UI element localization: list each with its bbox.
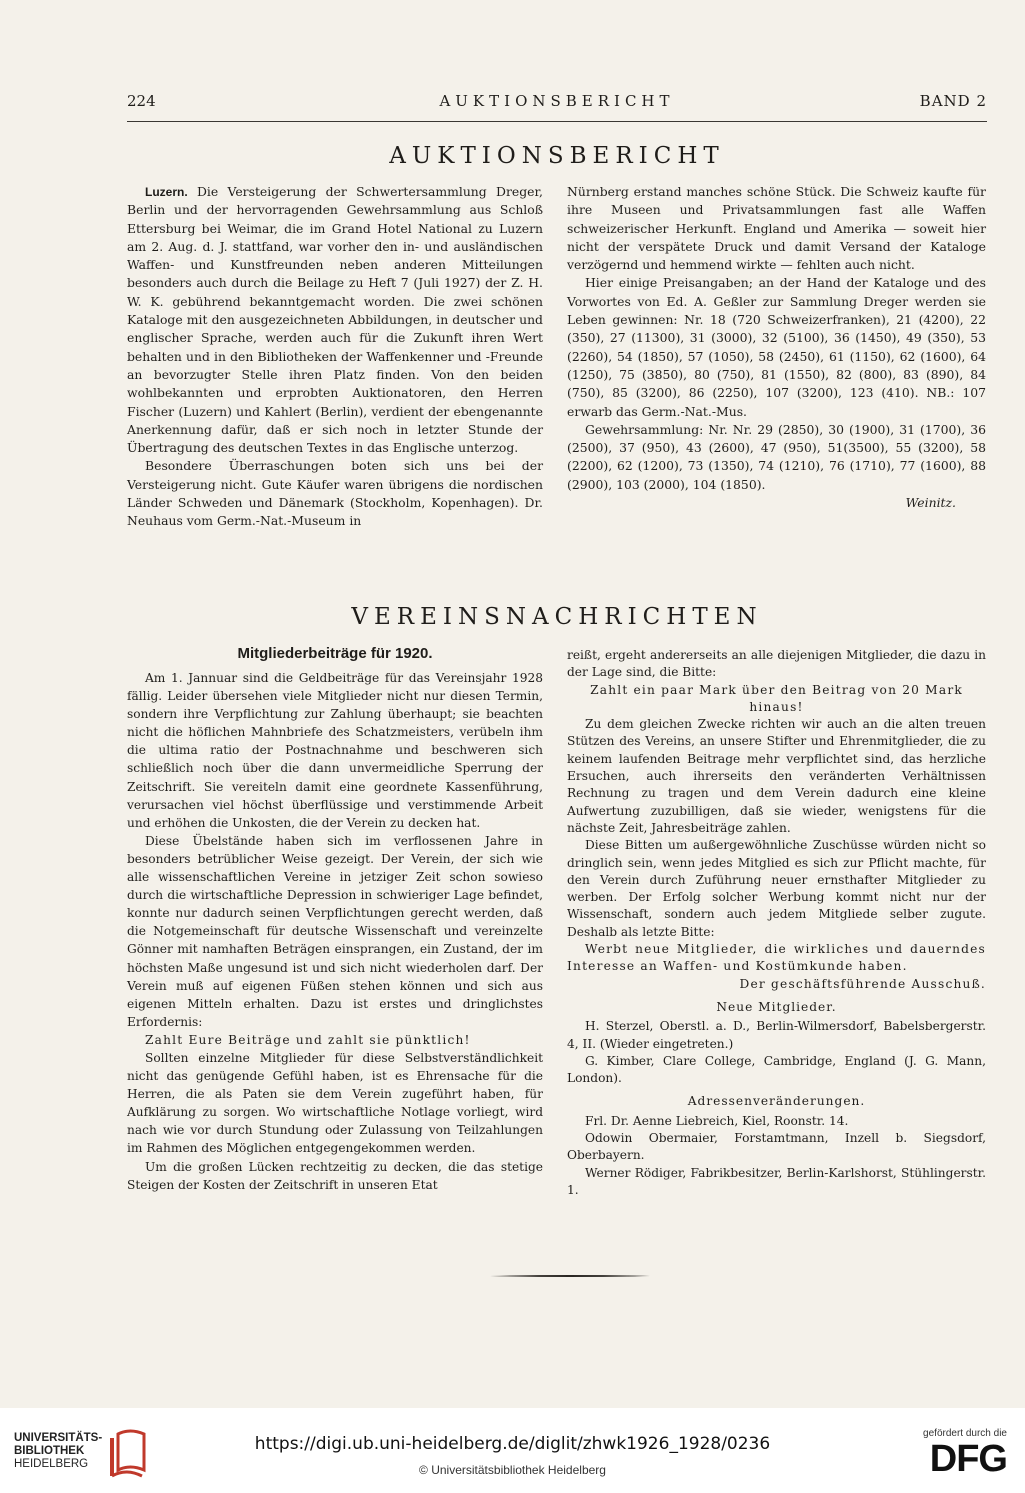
footer-bar bbox=[0, 1408, 1025, 1493]
dfg-wordmark: DFG bbox=[929, 1438, 1007, 1480]
end-flourish bbox=[490, 1274, 650, 1278]
auktion-right-p3: Gewehrsammlung: Nr. Nr. 29 (2850), 30 (1900), 31 (1700), 36 (2500), 37 (950), 43 (2600), 47 (950), 51(3500), 55 (3200), 58 (2200), 62 (1200), 73 (1350), 74 (1210), 76 (1710), 77 (1600), 88 (2900), 103 (2000), 104 (1850). bbox=[567, 421, 986, 492]
verein-right-p4: Diese Bitten um außergewöhnliche Zuschüsse würden nicht so dringlich sein, wenn jedes Mitglied es sich zur Pflicht machte, für den Verein durch Zuführung neuer ernsthafter Mitglieder zu werben. Der Erfolg solcher Werbung kommt nicht nur der Wissenschaft, sondern auch jedem Mitgliede selber zugute. Deshalb als letzte Bitte: bbox=[567, 838, 986, 939]
neue-mitglied-2: G. Kimber, Clare College, Cambridge, England (J. G. Mann, London). bbox=[567, 1053, 986, 1086]
verein-right-p2: Zahlt ein paar Mark über den Beitrag von 20 Mark hinaus! bbox=[590, 682, 963, 714]
verein-left-column bbox=[127, 669, 543, 1194]
running-title: AUKTIONSBERICHT bbox=[439, 92, 675, 110]
verein-right-p5: Werbt neue Mitglieder, die wirkliches und dauerndes Interesse an Waffen- und Kostümkunde haben. bbox=[567, 942, 986, 974]
verein-left-p3: Zahlt Eure Beiträge und zahlt sie pünktlich! bbox=[145, 1032, 471, 1047]
verein-right-p1: reißt, ergeht andererseits an alle diejenigen Mitglieder, die dazu in der Lage sind, die Bitte: bbox=[567, 648, 986, 680]
library-line3: HEIDELBERG bbox=[14, 1458, 89, 1470]
verein-right-p5-sign: Der geschäftsführende Ausschuß. bbox=[739, 976, 986, 991]
auktion-right-column bbox=[567, 183, 986, 512]
permalink-url[interactable]: https://digi.ub.uni-heidelberg.de/diglit/zhwk1926_1928/0236 bbox=[254, 1434, 771, 1454]
signature: Weinitz. bbox=[905, 495, 956, 511]
dfg-logo[interactable] bbox=[907, 1428, 1007, 1479]
auktion-left-p2: Besondere Überraschungen boten sich uns bei der Versteigerung nicht. Gute Käufer waren übrigens die nordischen Länder Schweden und Dänemark (Stockholm, Kopenhagen). Dr. Neuhaus vom Germ.-Nat.-Museum in bbox=[127, 458, 543, 529]
auktion-left-p1: Die Versteigerung der Schwertersammlung Dreger, Berlin und der hervorragenden Gewehrsammlung aus Schloß Ettersburg bei Weimar, die im Grand Hotel National zu Luzern am 2. Aug. d. J. stattfand, war vorher den in- und ausländischen Waffen- und Kunstfreunden neben anderen Mitteilungen besonders auch durch die Beilage zu Heft 7 (Juli 1927) der Z. H. W. K. gebührend bekanntgemacht worden. Die zwei schönen Kataloge mit den ausgezeichneten Abbildungen, in deutscher und englischer Sprache, werden auch für die Zukunft ihren Wert behalten und in den Bibliotheken der Waffenkenner und -Freunde an bevorzugter Stelle ihren Platz finden. Von den beiden wohlbekannten und erprobten Auktionatoren, den Herren Fischer (Luzern) und Kahlert (Berlin), verdient der ebengenannte Anerkennung dafür, daß er sich noch in letzter Stunde der Übertragung des deutschen Textes in das Englische unterzog. bbox=[127, 184, 543, 456]
auktion-title: AUKTIONSBERICHT bbox=[389, 143, 725, 169]
verein-left-p1: Am 1. Jannuar sind die Geldbeiträge für das Vereinsjahr 1928 fällig. Leider übersehen viele Mitglieder nicht nur diesen Termin, sondern ihre Verpflichtung zur Zahlung überhaupt; sie beachten nicht die höflichen Mahnbriefe des Schatzmeisters, verübeln ihm die ultima ratio der Postnachnahme und beschweren sich schließlich noch über die dann unvermeidliche Sperrung der Zeitschrift. Sie vereiteln damit eine geordnete Kassenführung, verursachen viel höchst überflüssige und verstimmende Arbeit und erhöhen die Unkosten, die der Verein zu decken hat. bbox=[127, 671, 543, 830]
verein-right-column bbox=[567, 647, 986, 1199]
library-line1: UNIVERSITÄTS- bbox=[14, 1432, 103, 1444]
header-rule bbox=[127, 121, 987, 122]
page-number: 224 bbox=[127, 92, 156, 110]
place-label: Luzern. bbox=[145, 185, 188, 199]
verein-right-p3: Zu dem gleichen Zwecke richten wir auch an die alten treuen Stützen des Vereins, an unsere Stifter und Ehrenmitglieder, die zu keinem laufenden Beitrage mehr verpflichtet sind, das herzliche Ersuchen, auch ihrerseits den veränderten Verhältnissen Rechnung zu tragen und dem Verein dadurch eine kleine Aufwertung zuzubilligen, daß sie wieder, wenigstens für die nächste Zeit, Jahresbeiträge zahlen. bbox=[567, 717, 986, 835]
verein-subtitle: Mitgliederbeiträge für 1920. bbox=[237, 645, 433, 662]
neue-mitglieder-title: Neue Mitglieder. bbox=[716, 999, 837, 1014]
verein-title: VEREINSNACHRICHTEN bbox=[351, 604, 763, 630]
volume-label: BAND 2 bbox=[919, 92, 987, 110]
auktion-left-column bbox=[127, 183, 543, 531]
adressen-title: Adressenveränderungen. bbox=[687, 1094, 866, 1109]
adresse-3: Werner Rödiger, Fabrikbesitzer, Berlin-Karlshorst, Stühlingerstr. 1. bbox=[567, 1165, 986, 1197]
funded-by-text: gefördert durch die bbox=[923, 1428, 1007, 1439]
adresse-2: Odowin Obermaier, Forstamtmann, Inzell b. Siegsdorf, Oberbayern. bbox=[567, 1131, 986, 1163]
copyright-text: © Universitätsbibliothek Heidelberg bbox=[419, 1463, 606, 1477]
running-header bbox=[127, 92, 987, 118]
neue-mitglied-1: H. Sterzel, Oberstl. a. D., Berlin-Wilmersdorf, Babelsbergerstr. 4, II. (Wieder eingetreten.) bbox=[567, 1019, 986, 1051]
verein-left-p4: Sollten einzelne Mitglieder für diese Selbstverständlichkeit nicht das genügende Gefühl haben, ist es Ehrensache für die Herren, die als Paten sie dem Verein zugeführt haben, für Aufklärung zu sorgen. Wo wirtschaftliche Notlage vorliegt, wird nach wie vor durch Stundung oder Zulassung von Teilzahlungen im Rahmen des Möglichen entgegengekommen werden. bbox=[127, 1050, 543, 1156]
adresse-1: Frl. Dr. Aenne Liebreich, Kiel, Roonstr. 14. bbox=[585, 1113, 849, 1128]
verein-left-p2: Diese Übelstände haben sich im verflossenen Jahre in besonders betrüblicher Weise gezeigt. Der Verein, der sich wie alle wissenschaftlichen Vereine in jetziger Zeit schon sowieso durch die wirtschaftliche Depression in schwieriger Lage befindet, konnte nur dadurch seinen Verpflichtungen gerecht werden, daß die Notgemeinschaft für deutsche Wissenschaft und vereinzelte Gönner mit namhaften Beträgen einsprangen, ein Zustand, der im höchsten Maße ungesund ist und sich nicht wiederholen darf. Der Verein muß auf eigenen Füßen stehen können und sich aus eigenen Mitteln erhalten. Dazu ist erstes und dringlichstes Erfordernis: bbox=[127, 833, 543, 1029]
auktion-right-p2: Hier einige Preisangaben; an der Hand der Kataloge und des Vorwortes von Ed. A. Geßler zur Sammlung Dreger werden sie Leben gewinnen: Nr. 18 (720 Schweizerfranken), 21 (4200), 22 (350), 27 (11300), 31 (3000), 32 (5100), 36 (1450), 49 (350), 53 (2260), 54 (1850), 57 (1050), 58 (2450), 61 (1150), 62 (1600), 64 (1250), 75 (3850), 80 (750), 81 (1550), 82 (800), 83 (890), 84 (750), 85 (3200), 86 (2250), 107 (3200), 123 (410). NB.: 107 erwarb das Germ.-Nat.-Mus. bbox=[567, 275, 986, 419]
verein-left-p5: Um die großen Lücken rechtzeitig zu decken, die das stetige Steigen der Kosten der Zeitschrift in unseren Etat bbox=[127, 1159, 543, 1192]
library-line2: BIBLIOTHEK bbox=[14, 1445, 85, 1457]
auktion-right-p1: Nürnberg erstand manches schöne Stück. Die Schweiz kaufte für ihre Museen und Privatsammlungen fast alle Waffen schweizerischer Herkunft. England und Amerika — soweit hier nicht der verspätete Druck und damit Versand der Kataloge verzögernd und hemmend wirkte — fehlten auch nicht. bbox=[567, 184, 986, 273]
